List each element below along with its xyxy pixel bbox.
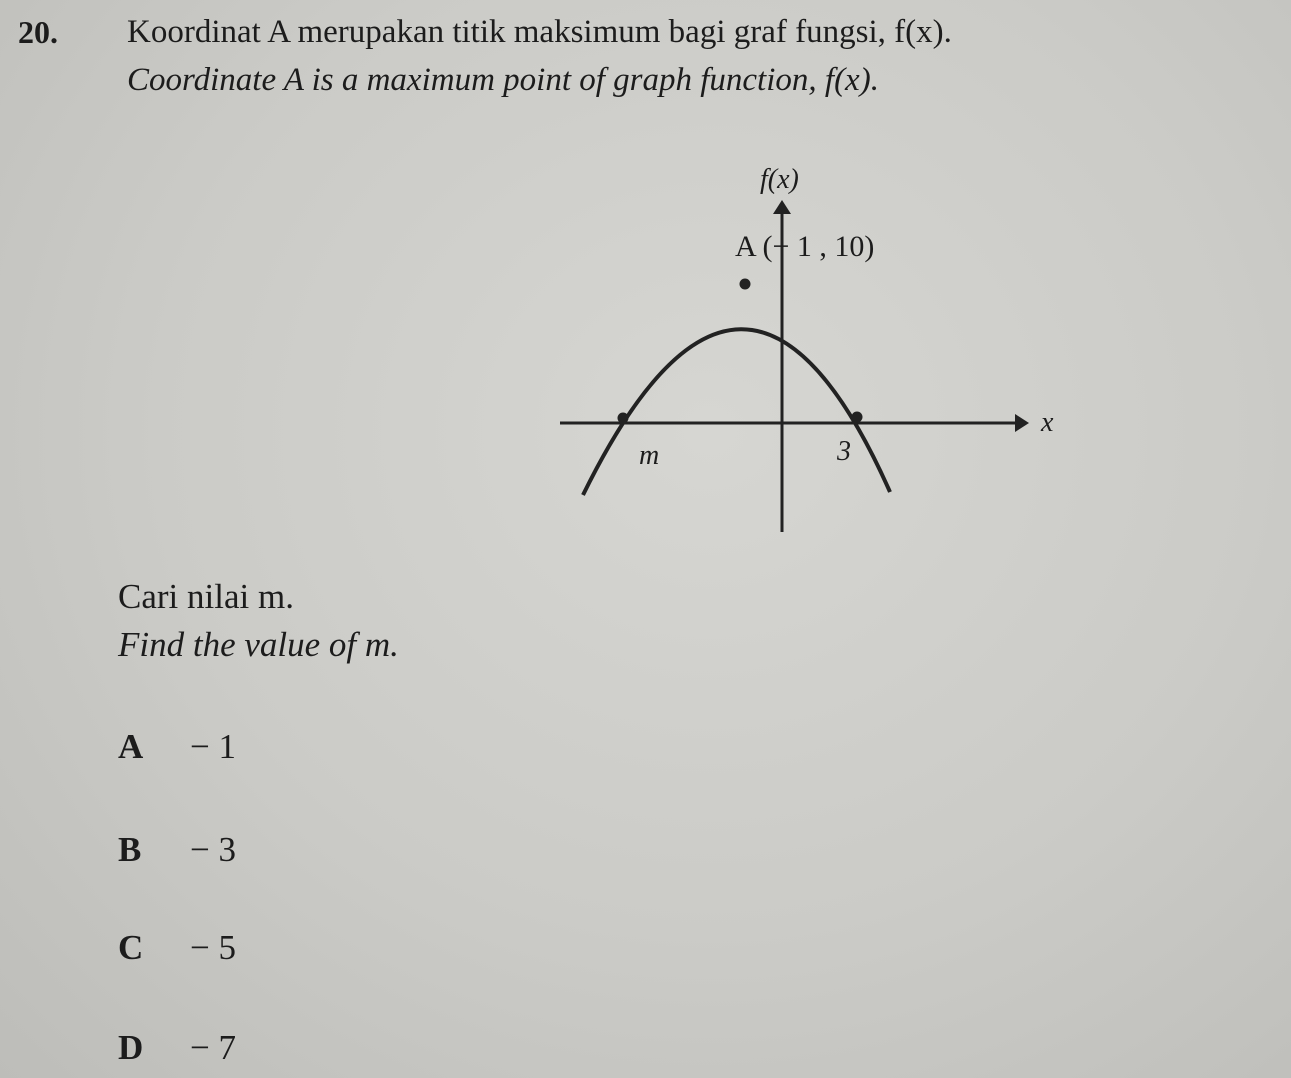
option-value: − 7 xyxy=(190,1028,236,1067)
question-stem-english: Coordinate A is a maximum point of graph function, f(x). xyxy=(127,62,879,98)
prompt-malay: Cari nilai m. xyxy=(118,577,294,616)
option-c[interactable] xyxy=(118,928,236,968)
option-value: − 5 xyxy=(190,928,236,967)
option-letter: D xyxy=(118,1028,144,1067)
root-point-3 xyxy=(852,412,863,423)
root-right-label: 3 xyxy=(837,436,851,467)
y-axis-arrowhead xyxy=(773,200,791,214)
option-letter: C xyxy=(118,928,144,967)
option-d[interactable] xyxy=(118,1028,236,1068)
vertex-label: A (− 1 , 10) xyxy=(735,230,875,263)
question-number: 20. xyxy=(18,14,58,50)
x-axis-arrowhead xyxy=(1015,414,1029,432)
option-value: − 1 xyxy=(190,727,236,766)
vertex-point-a xyxy=(740,279,751,290)
option-letter: A xyxy=(118,727,144,766)
root-left-label: m xyxy=(639,440,660,471)
parabola-graph xyxy=(555,150,1065,540)
y-axis-label: f(x) xyxy=(760,164,799,195)
root-point-m xyxy=(618,413,629,424)
question-stem-malay: Koordinat A merupakan titik maksimum bagi graf fungsi, f(x). xyxy=(127,14,952,50)
option-b[interactable] xyxy=(118,830,236,870)
x-axis-label: x xyxy=(1041,407,1054,438)
parabola-curve xyxy=(583,329,890,495)
option-a[interactable] xyxy=(118,727,236,767)
prompt-english: Find the value of m. xyxy=(118,625,399,664)
option-value: − 3 xyxy=(190,830,236,869)
option-letter: B xyxy=(118,830,142,869)
